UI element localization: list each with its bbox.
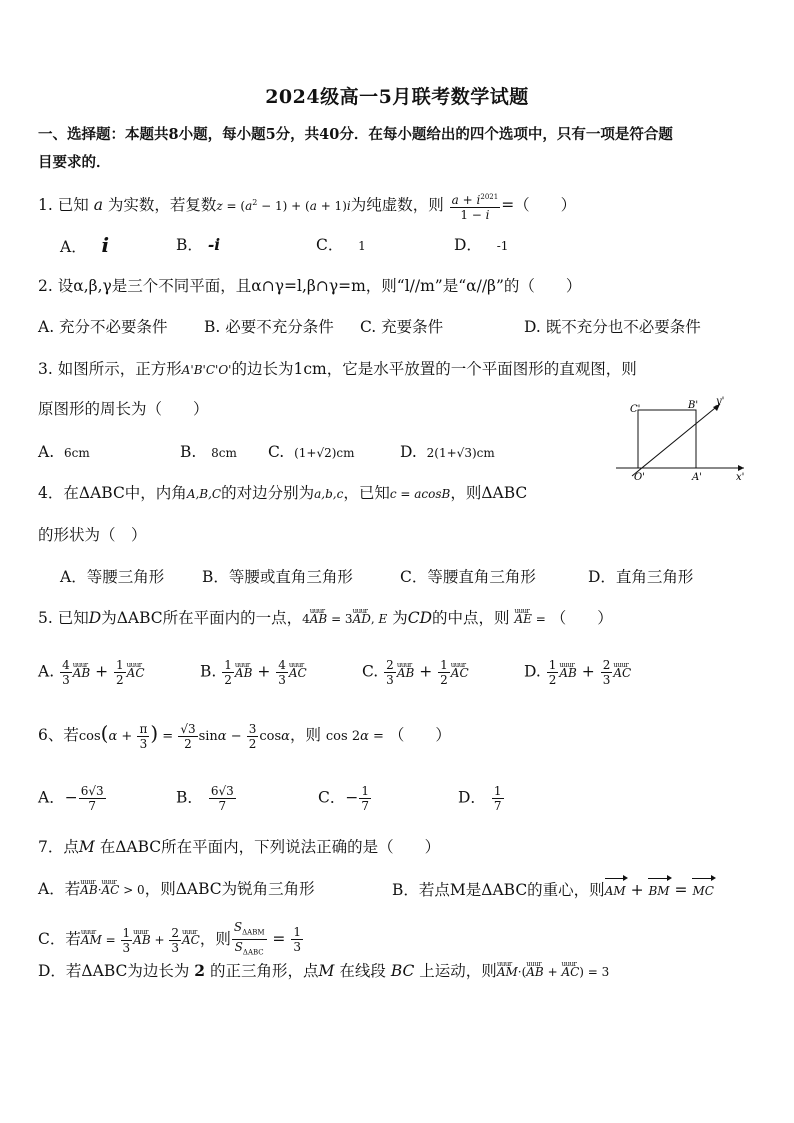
q3-option-d: D. 2(1+√3)cm <box>400 443 495 461</box>
q1-option-a: A． i <box>60 233 110 257</box>
question-5: 5. 已知D为ΔABC所在平面内的一点，4uuur AB = 3uuur AD, E 为CD的中点，则 uuur AE = （ ） <box>38 607 613 630</box>
q5-option-b: B. $\frac{1}{2}$ uuur AB + $\frac{4}{3}$ uuur AC <box>200 658 307 687</box>
label-x-prime: x' <box>736 472 745 483</box>
label-o-prime: O' <box>634 472 645 483</box>
question-4: 4．在ΔABC中，内角A,B,C的对边分别为a,b,c，已知c = acosB，则ΔABC <box>38 484 528 502</box>
q4-option-c: C．等腰直角三角形 <box>400 568 536 586</box>
label-a-prime: A' <box>692 472 702 483</box>
question-3: 3. 如图所示，正方形A'B'C'O'的边长为1cm，它是水平放置的一个平面图形的直观图，则 <box>38 360 637 378</box>
q3-option-c: C. (1+√2)cm <box>268 443 355 461</box>
q3-option-b: B. 8cm <box>180 443 237 461</box>
q3-option-a: A. 6cm <box>38 443 90 461</box>
var-a: a <box>93 196 103 214</box>
oblique-square-figure <box>612 396 752 488</box>
q7-option-b: B．若点M是ΔABC的重心，则AM + BM = MC <box>392 878 714 902</box>
q7-option-c: C．若uuur AM = $\frac{1}{3}$ uuur AB + $\frac{2}{3}$ uuur AC，则 $\frac{S_{\Delta ABM}}{S_{\Delta ABC}}$ = $\frac{1}{3}$ <box>38 920 304 960</box>
q5-option-a: A. $\frac{4}{3}$ uuur AB + $\frac{1}{2}$ uuur AC <box>38 658 145 687</box>
q2-option-b: B. 必要不充分条件 <box>204 318 334 336</box>
section-header-line1: 一、选择题：本题共8小题，每小题5分，共40分．在每小题给出的四个选项中，只有一项是符合题 <box>38 126 673 143</box>
question-1: 1. 已知 a 为实数，若复数$z = (a^2 - 1) + (a + 1)i$为纯虚数，则 $\frac{a + i^{2021}}{1 - i}$ =（ ） <box>38 190 576 222</box>
q1-option-c: C． 1 <box>316 236 366 254</box>
q4-option-b: B．等腰或直角三角形 <box>202 568 353 586</box>
q2-option-c: C. 充要条件 <box>360 318 444 336</box>
q4-option-d: D．直角三角形 <box>588 568 694 586</box>
q7-option-d: D．若ΔABC为边长为 2 的正三角形，点M 在线段 BC 上运动，则uuur AM·(uuur AB + uuur AC) = 3 <box>38 960 609 983</box>
q6-option-a: A．− $\frac{6√3}{7}$ <box>38 784 104 813</box>
q4-option-a: A．等腰三角形 <box>60 568 165 586</box>
vector-condition: 4uuur AB = 3uuur AD, E <box>302 612 387 626</box>
q5-option-d: D. $\frac{1}{2}$ uuur AB + $\frac{2}{3}$ uuur AC <box>524 658 631 687</box>
label-c-prime: C' <box>630 404 641 415</box>
q1-option-b: B． -i <box>176 235 221 254</box>
q6-option-b: B． $\frac{6√3}{7}$ <box>176 784 234 813</box>
q1-option-d: D． -1 <box>454 236 509 254</box>
exam-title: 2024级高一5月联考数学试题 <box>265 86 529 108</box>
q5-option-c: C. $\frac{2}{3}$ uuur AB + $\frac{1}{2}$ uuur AC <box>362 658 469 687</box>
complex-expression: $z = (a^2 - 1) + (a + 1)i$ <box>216 198 351 213</box>
fraction-expression: $\frac{a + i^{2021}}{1 - i}$ <box>450 190 501 222</box>
q2-option-d: D. 既不充分也不必要条件 <box>524 318 701 336</box>
question-6: 6、若cos(α + $\frac{\pi}{3}$ ) = $\frac{√3}{2}$ sinα − $\frac{3}{2}$ cosα，则 cos 2α = （ ） <box>38 721 451 751</box>
section-header-line2: 目要求的． <box>38 154 111 171</box>
question-2: 2. 设α,β,γ是三个不同平面，且α∩γ=l,β∩γ=m，则“l//m”是“α//β”的（ ） <box>38 277 582 295</box>
question-3-line2: 原图形的周长为（ ） <box>38 400 209 418</box>
q2-option-a: A. 充分不必要条件 <box>38 318 168 336</box>
question-7: 7．点M 在ΔABC所在平面内，下列说法正确的是（ ） <box>38 838 441 856</box>
q6-option-d: D． $\frac{1}{7}$ <box>458 784 502 813</box>
label-y-prime: y' <box>716 396 725 407</box>
q6-option-c: C．− $\frac{1}{7}$ <box>318 784 370 813</box>
question-4-line2: 的形状为（ ） <box>38 526 147 544</box>
label-b-prime: B' <box>688 400 699 411</box>
q7-option-a: A．若uuur AB·uuur AC > 0，则ΔABC为锐角三角形 <box>38 878 315 901</box>
